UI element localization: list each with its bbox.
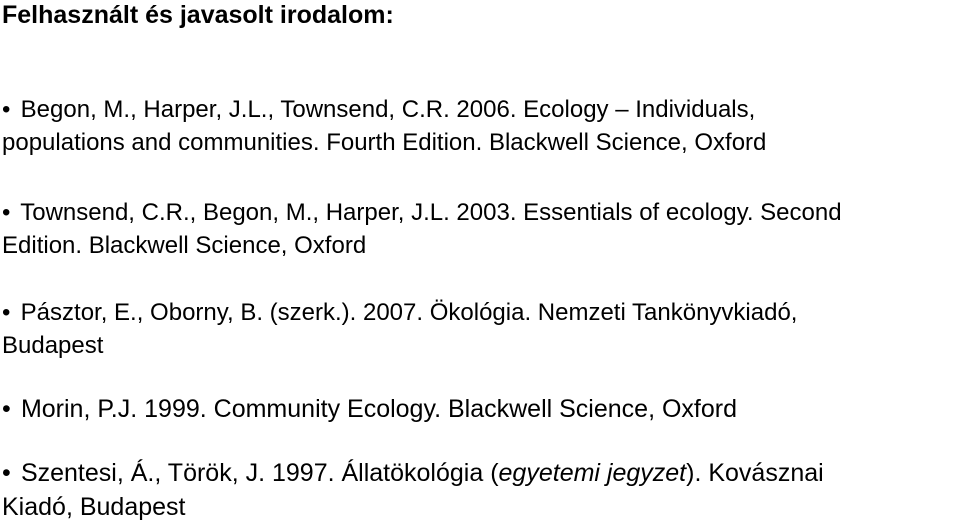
- reference-line: • Pásztor, E., Oborny, B. (szerk.). 2007. Ökológia. Nemzeti Tankönyvkiadó,: [2, 296, 952, 329]
- reference-line: • Szentesi, Á., Török, J. 1997. Állatökológia (egyetemi jegyzet). Kovásznai: [2, 456, 952, 490]
- reference-item-4: [2, 392, 952, 426]
- bullet-icon: •: [2, 395, 11, 423]
- reference-line: Edition. Blackwell Science, Oxford: [2, 232, 367, 259]
- bullet-icon: •: [2, 199, 11, 226]
- emphasis-text: egyetemi jegyzet: [498, 459, 687, 487]
- reference-line: • Townsend, C.R., Begon, M., Harper, J.L. 2003. Essentials of ecology. Second: [2, 196, 952, 229]
- reference-line: • Morin, P.J. 1999. Community Ecology. Blackwell Science, Oxford: [2, 392, 952, 426]
- reference-item-1: [2, 93, 952, 159]
- reference-line: populations and communities. Fourth Edition. Blackwell Science, Oxford: [2, 129, 767, 156]
- reference-item-2: [2, 196, 952, 262]
- bullet-icon: •: [2, 96, 11, 123]
- reference-line: Budapest: [2, 332, 104, 359]
- reference-item-5: [2, 456, 952, 524]
- page-title: Felhasznált és javasolt irodalom:: [2, 1, 394, 29]
- reference-item-3: [2, 296, 952, 362]
- bullet-icon: •: [2, 299, 11, 326]
- reference-line: • Begon, M., Harper, J.L., Townsend, C.R. 2006. Ecology – Individuals,: [2, 93, 952, 126]
- reference-line: Kiadó, Budapest: [2, 493, 186, 521]
- bullet-icon: •: [2, 459, 11, 487]
